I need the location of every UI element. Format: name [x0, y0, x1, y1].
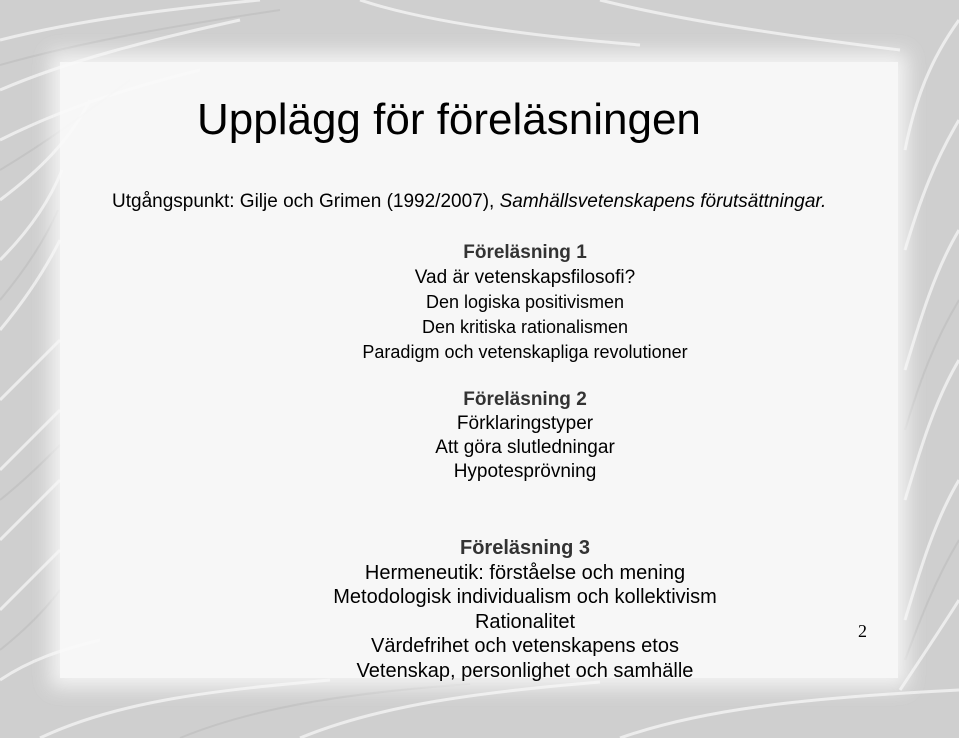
lecture-3-item: Metodologisk individualism och kollektivism — [333, 586, 717, 609]
lecture-3-item: Rationalitet — [474, 610, 576, 633]
page-number: 2 — [858, 621, 867, 641]
lecture-3-heading: Föreläsning 3 — [459, 537, 591, 559]
lecture-2-list — [60, 388, 959, 484]
lecture-1-item: Paradigm och vetenskapliga revolutioner — [362, 342, 688, 362]
lecture-1-heading: Föreläsning 1 — [463, 242, 587, 263]
subtitle-prefix: Utgångspunkt: Gilje och Grimen (1992/2007), — [112, 191, 500, 212]
slide-subtitle — [112, 190, 826, 214]
lecture-1-list — [60, 240, 959, 365]
lecture-1-item: Den logiska positivismen — [425, 292, 625, 312]
lecture-1-item: Den kritiska rationalismen — [421, 317, 629, 337]
slide-title: Upplägg för föreläsningen — [197, 95, 701, 144]
lecture-3-item: Värdefrihet och vetenskapens etos — [371, 635, 679, 658]
subtitle-book-title: Samhällsvetenskapens förutsättningar. — [499, 191, 827, 212]
lecture-1-item: Vad är vetenskapsfilosofi? — [414, 267, 636, 288]
lecture-2-item: Att göra slutledningar — [435, 437, 615, 458]
lecture-3-item: Hermeneutik: förståelse och mening — [364, 561, 686, 584]
lecture-2-item: Förklaringstyper — [456, 413, 594, 434]
lecture-2-item: Hypotesprövning — [453, 461, 597, 482]
lecture-3-item: Vetenskap, personlighet och samhälle — [356, 659, 694, 682]
lecture-3-list — [60, 536, 959, 684]
lecture-2-heading: Föreläsning 2 — [463, 389, 587, 410]
